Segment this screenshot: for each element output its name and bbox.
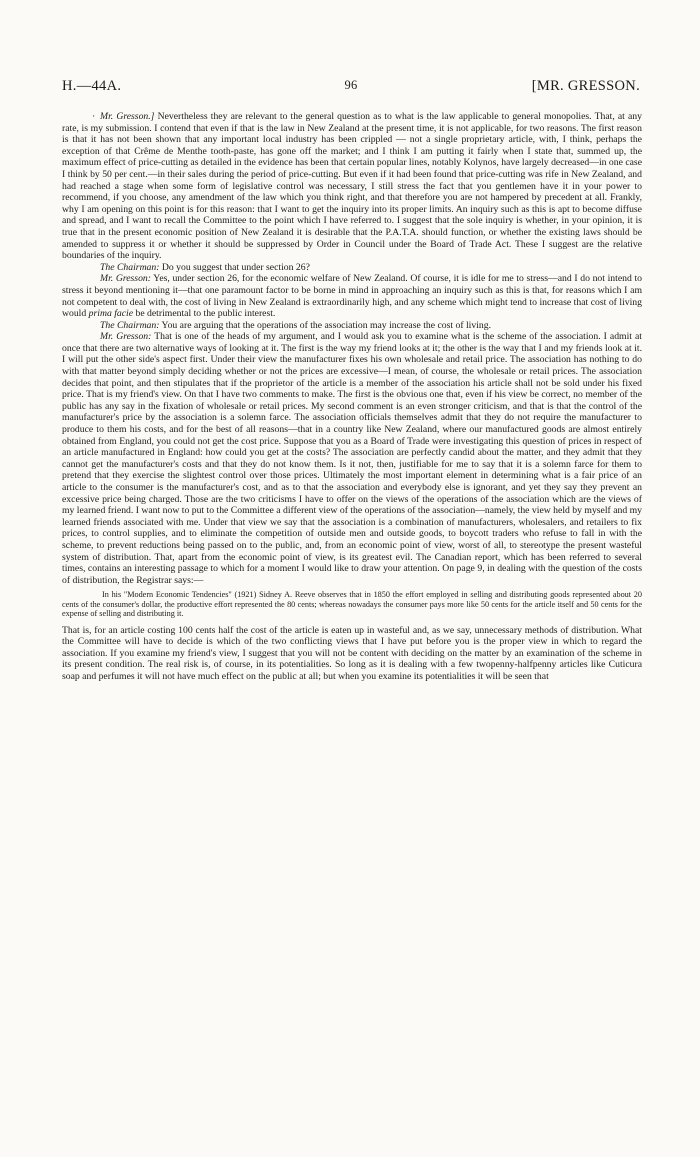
paragraph-text: be detrimental to the public interest.	[133, 308, 276, 320]
document-reference: H.—44A.	[62, 78, 122, 94]
paragraph-text: Nevertheless they are relevant to the general question as to what is the law applicable to general monopolies. That, at any rate, is my submission. I contend that even if that is the law in New Zealand at the present time, it is not applicable, for two reasons. The first reason is that it has not been shown that any important local industry has been crippled — not a single proprietary article, with, I think, perhaps the exception of that Crême de Menthe tooth-paste, has gone off the market; and I think I am putting it fairly when I state that, summed up, the maximum effect of price-cutting as detailed in the evidence has been that certain popular lines, notably Kolynos, have largely decreased—in one case I think by 50 per cent.—in their sales during the period of price-cutting. But even if it had been found that price-cutting was rife in New Zealand, and had reached a stage when some form of legislative control was necessary, I still stress the fact that you gentlemen have it in your power to recommend, if you choose, any amendment of the law which you think right, and that therefore you are not hampered by precedent at all. Frankly, why I am opening on this point is for this reason: that I want to get the inquiry into its proper limits. An inquiry such as this is apt to become diffuse and spread, and I want to recall the Committee to the point which I have referred to. I suggest that the sole inquiry is whether, in your opinion, it is true that in the present economic position of New Zealand it is desirable that the P.A.T.A. should function, or whether the existing laws should be amended to suppress it or whether it should be suppressed by Order in Council under the Board of Trade Act. These I suggest are the relative boundaries of the inquiry.	[62, 111, 642, 262]
paragraph	[62, 273, 642, 319]
paragraph-text: Yes, under section 26, for the economic welfare of New Zealand. Of course, it is idle for me to stress—and I do not intend to stress it beyond mentioning it—that one paramount factor to be borne in mind in approaching an inquiry such as this is that, for reasons which I am not competent to deal with, the cost of living in New Zealand is extraordinarily high, and any scheme which might tend to increase that cost of living would	[62, 273, 642, 320]
speaker-label: The Chairman:	[100, 319, 160, 331]
italic-phrase: prima facie	[88, 308, 134, 320]
speaker-label: Mr. Gresson:	[100, 273, 151, 285]
speaker-label: The Chairman:	[100, 261, 160, 273]
paragraph	[62, 320, 642, 332]
bullet-mark: ·	[92, 111, 96, 122]
block-quote: In his "Modern Economic Tendencies" (1921) Sidney A. Reeve observes that in 1850 the effort employed in selling and distributing goods represented about 20 cents of the consumer's dollar, the productive effort represented the 80 cents; whereas nowadays the consumer pays more like 50 cents for the article itself and 50 cents for the expense of selling and distributing it.	[62, 590, 642, 619]
page-header	[62, 78, 640, 98]
page-number: 96	[344, 78, 358, 92]
paragraph	[62, 331, 642, 586]
speaker-label: Mr. Gresson:	[100, 331, 152, 343]
paragraph	[62, 262, 642, 274]
paragraph	[62, 111, 642, 262]
document-body	[62, 111, 642, 683]
paragraph-text: That is one of the heads of my argument, and I would ask you to examine what is the scheme of the association. I admit at once that there are two alternative ways of looking at it. The first is the way my friend looks at it; the other is the way that I and my friends look at it. I will put the other side's aspect first. Under their view the manufacturer fixes his own wholesale and retail price. The association has nothing to do with that matter beyond simply deciding whether or not the prices are excessive—I mean, of course, the wholesale or retail prices. The association decides that point, and then stipulates that if the proprietor of the article is a member of the association his article shall not be sold under his fixed price. That is my friend's view. On that I have two comments to make. The first is the obvious one that, even if his view be correct, no member of the public has any say in the fixation of wholesale or retail prices. My second comment is an even stronger criticism, and that is that the control of the manufacturer's price by the association is a solemn farce. The association officials themselves admit that they do not require the manufacturer to produce to them his costs, and for the best of all reasons—that in a country like New Zealand, where our manufactured goods are almost entirely obtained from England, you could not get the cost price. Suppose that you as a Board of Trade were investigating this question of prices in respect of an article manufactured in England: how could you get at the costs? The association are perfectly candid about the matter, and they admit that they cannot get the manufacturer's costs and that they do not know them. Is it not, then, justifiable for me to say that it is a solemn farce for them to pretend that they exercise the slightest control over those prices. Ultimately the most important element in determining what is a fair price of an article to the consumer is the manufacturer's cost, and as to that the association and everybody else is ignorant, and yet they say they prevent an excessive price being charged. Those are the two criticisms I have to offer on the views of the operations of the association which are the views of my learned friend. I want now to put to the Committee a different view of the operations of the association—namely, the view held by myself and my learned friends associated with me. Under that view we say that the association is a combination of manufacturers, wholesalers, and retailers to fix prices, to control supplies, and to eliminate the competition of outside men and outside goods, to boycott traders who refuse to fall in with the scheme, to prevent reductions being passed on to the public, and, from an economic point of view, worst of all, to stereotype the present wasteful system of distribution. That, apart from the economic point of view, is its greatest evil. The Canadian report, which has been referred to several times, contains an interesting passage to which for a moment I would like to draw your attention. On page 9, in dealing with the question of the costs of distribution, the Registrar says:—	[62, 331, 642, 586]
paragraph-text: Do you suggest that under section 26?	[159, 261, 310, 273]
speaker-running-head: [MR. GRESSON.	[531, 78, 640, 94]
paragraph-text: You are arguing that the operations of the association may increase the cost of living.	[159, 319, 492, 331]
closing-paragraph: That is, for an article costing 100 cents half the cost of the article is eaten up in wasteful and, as we say, unnecessary methods of distribution. What the Committee will have to decide is which of the two conflicting views that I have put before you is the proper view in which to regard the association. If you examine my friend's view, I suggest that you will not be content with deciding on the matter by an examination of the scheme in its present condition. The real risk is, of course, in its potentialities. So long as it is dealing with a few twopenny-halfpenny articles like Cuticura soap and perfumes it will not have much effect on the public at all; but when you examine its potentialities it will be seen that	[62, 624, 642, 682]
speaker-label: Mr. Gresson.]	[100, 111, 155, 122]
